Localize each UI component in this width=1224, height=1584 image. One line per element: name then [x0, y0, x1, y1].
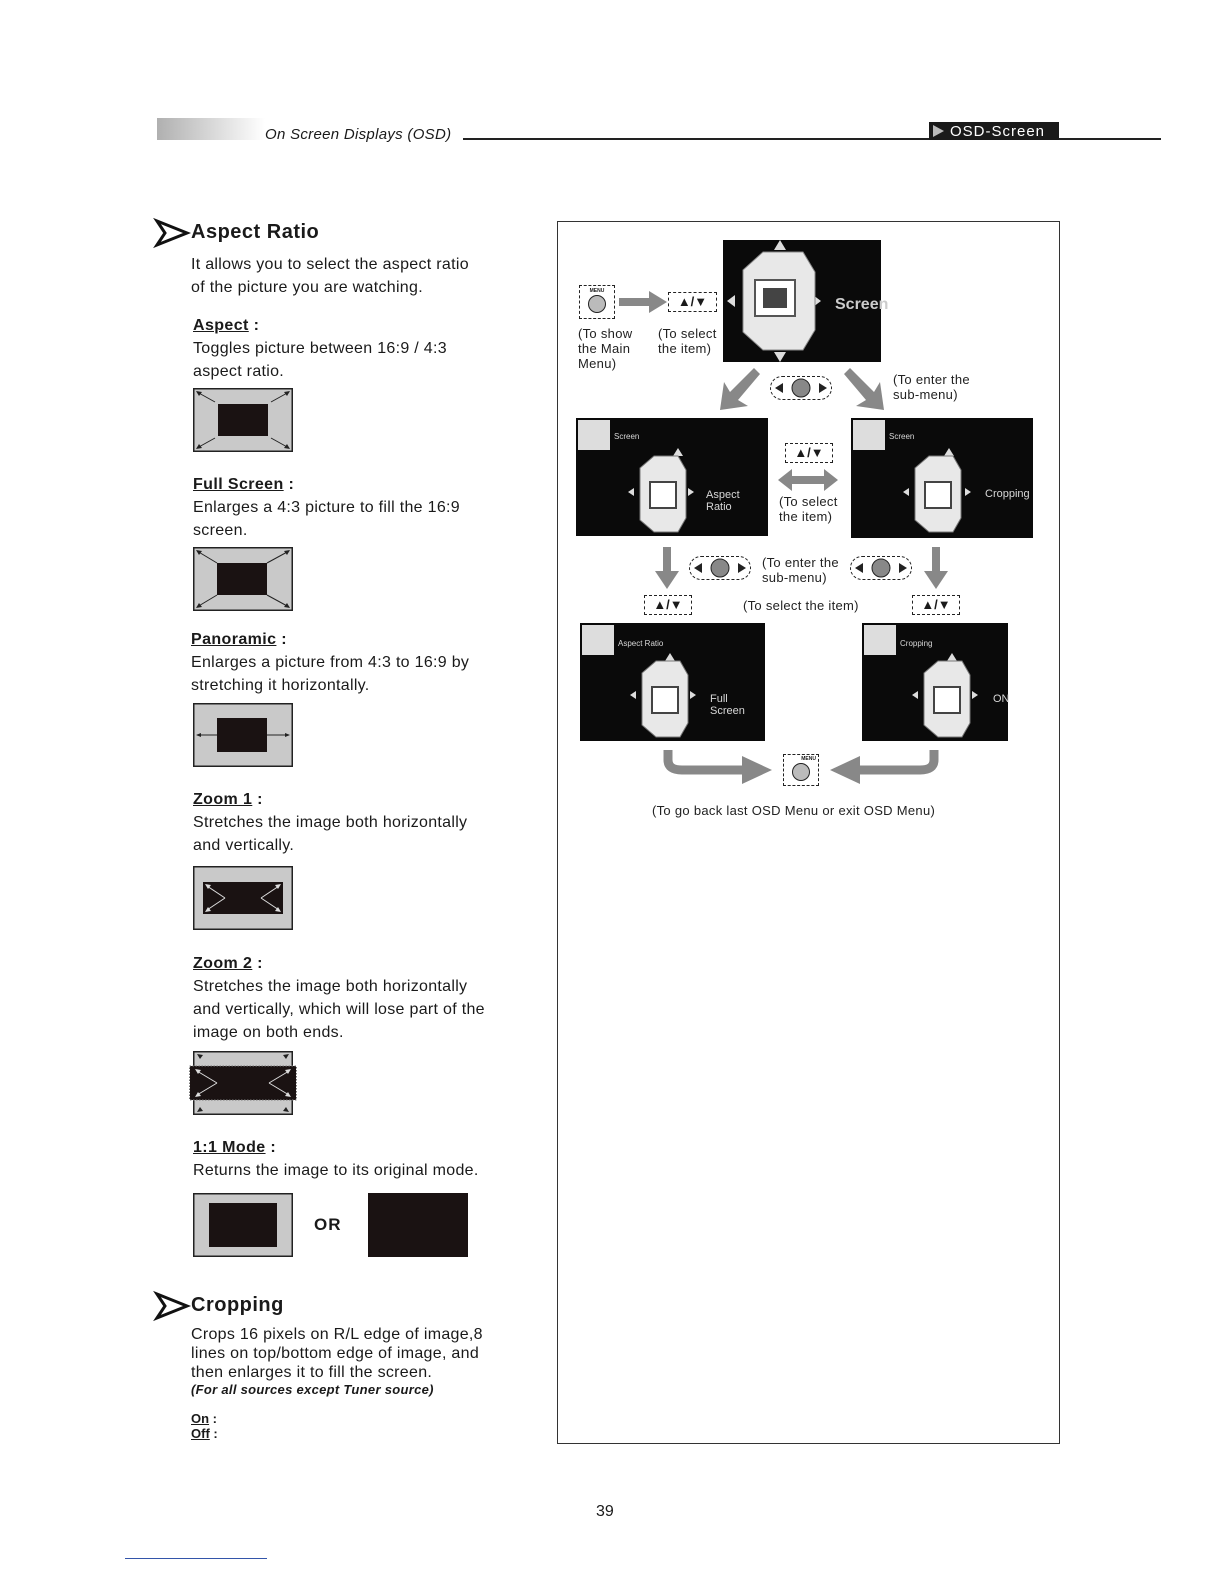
screen-cropping-label: Cropping — [985, 488, 1030, 500]
panoramic-heading: Panoramic : — [191, 631, 287, 648]
osd-cropping-icon — [899, 448, 975, 536]
aspect-ratio-title: Aspect Ratio — [191, 221, 320, 243]
enter-arrows-icon — [690, 557, 750, 579]
osd-cropping-on-icon — [908, 653, 982, 741]
caption-select-item-mid: (To select the item) — [779, 494, 838, 524]
header-gradient-bar — [157, 118, 265, 140]
up-down-button-right: ▲/▼ — [912, 595, 960, 615]
arrow-right-icon — [619, 291, 667, 313]
aspect-ratio-intro: It allows you to select the aspect ratio of the picture you are watching. — [191, 256, 469, 296]
arrow-down-left-icon — [720, 368, 762, 410]
mode11-diagram-b — [368, 1193, 468, 1257]
section-arrow-icon — [155, 219, 189, 247]
caption-exit-osd: (To go back last OSD Menu or exit OSD Menu) — [652, 803, 936, 818]
screen-thumb-icon — [853, 420, 885, 450]
aspect-heading: Aspect : — [193, 317, 260, 334]
osd-flow-frame — [557, 221, 1060, 1444]
screen-thumb-icon — [578, 420, 610, 450]
header-tag — [929, 122, 1059, 140]
enter-button-top — [770, 376, 832, 400]
arrow-down-icon — [924, 547, 948, 589]
enter-button-left — [689, 556, 751, 580]
zoom1-diagram — [193, 866, 293, 930]
zoom1-desc: Stretches the image both horizontally and vertically. — [193, 814, 468, 854]
panoramic-desc: Enlarges a picture from 4:3 to 16:9 by stretching it horizontally. — [191, 654, 470, 694]
mode11-desc: Returns the image to its original mode. — [193, 1162, 479, 1179]
footer-line — [125, 1558, 267, 1559]
enter-arrows-icon — [851, 557, 911, 579]
mode11-heading: 1:1 Mode : — [193, 1139, 277, 1156]
cropping-off-option: Off : — [191, 1426, 218, 1441]
osd-cropping-screen: Screen Cropping — [851, 418, 1033, 538]
aspect-desc: Toggles picture between 16:9 / 4:3 aspect ratio. — [193, 340, 447, 380]
page-number: 39 — [596, 1503, 614, 1520]
screen-aspect-label: Aspect Ratio — [706, 489, 740, 513]
osd-aspect-icon — [624, 448, 696, 536]
arrow-left-right-icon — [778, 469, 838, 491]
mode11-diagram-a — [193, 1193, 293, 1257]
curved-arrow-right-icon — [662, 748, 772, 786]
curved-arrow-left-icon — [830, 748, 940, 786]
zoom2-desc: Stretches the image both horizontally and vertically, which will lose part of the image on both ends. — [193, 978, 485, 1041]
full-screen-diagram — [193, 547, 293, 611]
enter-button-right — [850, 556, 912, 580]
up-down-button-left: ▲/▼ — [644, 595, 692, 615]
up-down-button: ▲/▼ — [668, 292, 717, 312]
menu-button-bottom: MENU — [783, 754, 819, 786]
full-screen-heading: Full Screen : — [193, 476, 295, 493]
osd-cropping-on-screen: Cropping ON — [862, 623, 1008, 741]
enter-arrows-icon — [771, 377, 831, 399]
zoom2-diagram — [189, 1051, 297, 1115]
screen-fullscreen-label: Full Screen — [710, 693, 745, 717]
cropping-desc: Crops 16 pixels on R/L edge of image,8 lines on top/bottom edge of image, and then enlarges it to fill the screen. — [191, 1326, 483, 1381]
caption-enter-submenu-top: (To enter the sub-menu) — [893, 372, 970, 402]
zoom1-heading: Zoom 1 : — [193, 791, 263, 808]
caption-select-item-top: (To select the item) — [658, 326, 717, 356]
button-circle-icon — [792, 763, 810, 781]
arrow-down-icon — [655, 547, 679, 589]
play-arrow-icon — [933, 125, 944, 137]
full-screen-desc: Enlarges a 4:3 picture to fill the 16:9 screen. — [193, 499, 460, 539]
cropping-title: Cropping — [191, 1294, 284, 1316]
screen-thumb-icon — [864, 625, 896, 655]
caption-enter-submenu-mid: (To enter the sub-menu) — [762, 555, 839, 585]
osd-main-screen — [723, 240, 889, 362]
panoramic-diagram — [193, 703, 293, 767]
up-down-button-mid: ▲/▼ — [785, 443, 833, 463]
header-tag-label: OSD-Screen — [950, 122, 1046, 140]
osd-fullscreen-icon — [626, 653, 700, 741]
button-circle-icon — [588, 295, 606, 313]
zoom2-heading: Zoom 2 : — [193, 955, 263, 972]
section-arrow-icon — [155, 1292, 189, 1320]
screen-thumb-icon — [582, 625, 614, 655]
menu-button: MENU — [579, 285, 615, 319]
aspect-diagram — [193, 388, 293, 452]
or-label: OR — [314, 1215, 342, 1234]
arrow-down-right-icon — [842, 368, 884, 410]
caption-show-main-menu: (To show the Main Menu) — [578, 326, 633, 371]
osd-aspect-ratio-screen: Screen Aspect Ratio — [576, 418, 768, 536]
screen-on-label: ON — [993, 693, 1010, 705]
osd-full-screen-screen: Aspect Ratio Full Screen — [580, 623, 765, 741]
header-section-title: On Screen Displays (OSD) — [265, 126, 452, 143]
caption-select-item-bottom: (To select the item) — [743, 598, 859, 613]
cropping-note: (For all sources except Tuner source) — [191, 1382, 434, 1397]
screen-main-label: Screen — [835, 296, 889, 313]
cropping-on-option: On : — [191, 1411, 218, 1426]
